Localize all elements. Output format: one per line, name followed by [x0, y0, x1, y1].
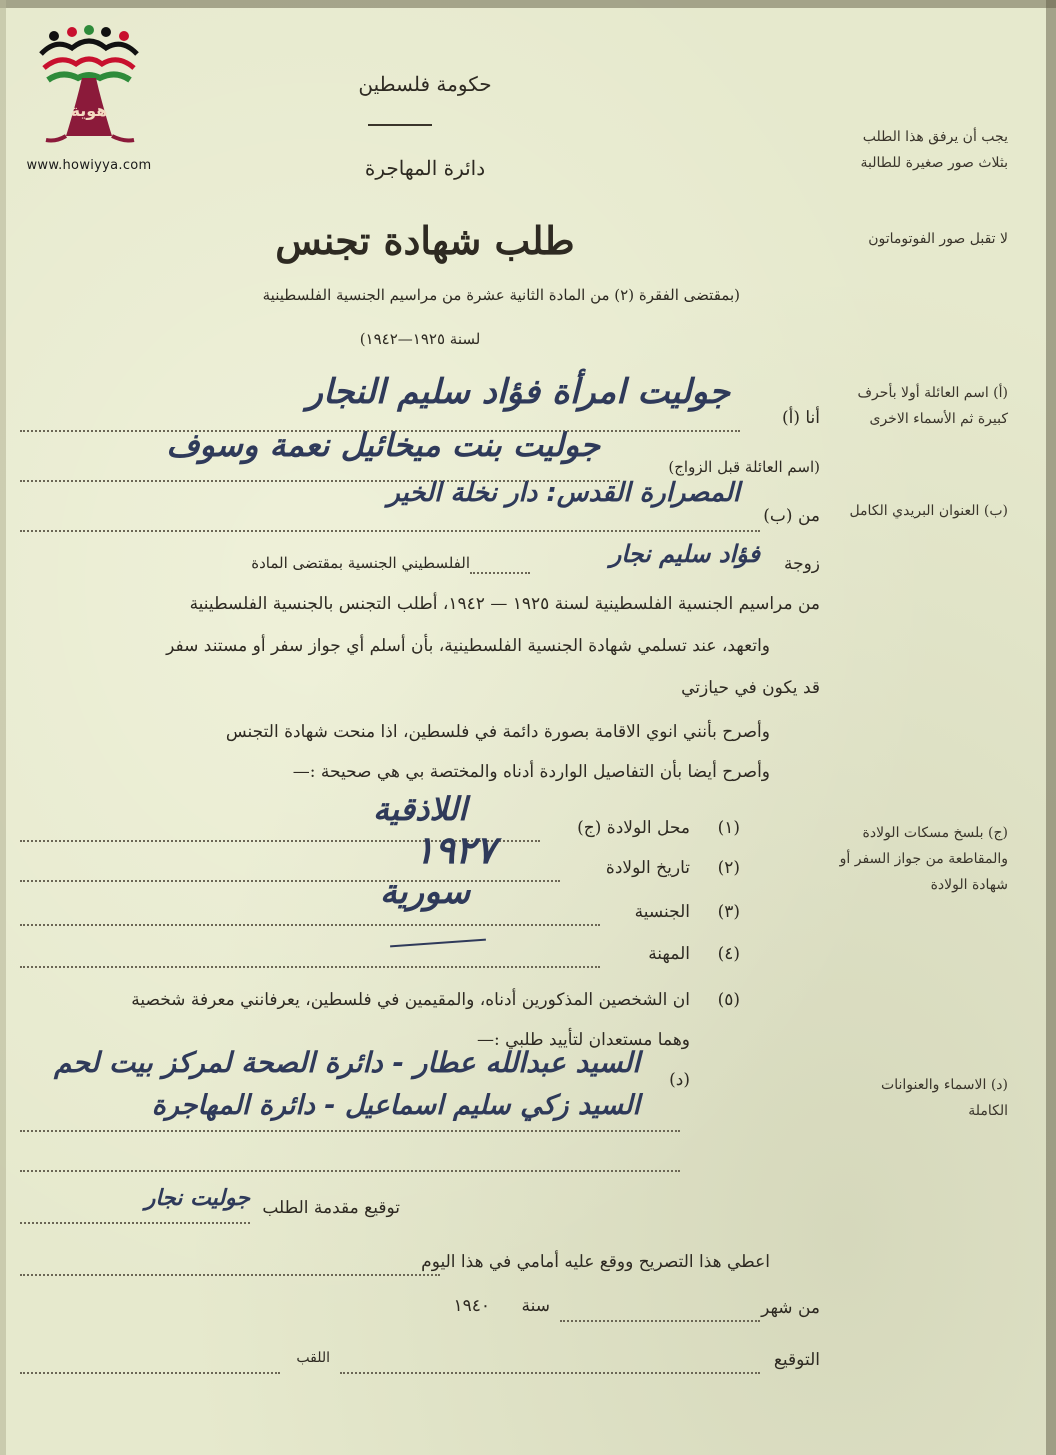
howiyya-logo [36, 24, 142, 154]
maiden-name-label: (اسم العائلة قبل الزواج) [668, 458, 820, 476]
year-value: ١٩٤٠ [453, 1296, 490, 1316]
month-field [560, 1320, 760, 1322]
note-b: (ب) العنوان البريدي الكامل [849, 503, 1008, 519]
signature-label: التوقيع [773, 1350, 820, 1370]
title-label: اللقب [296, 1350, 330, 1366]
paragraph-4: وأصرح بأنني انوي الاقامة بصورة دائمة في فلسطين، اذا منحت شهادة التجنس [225, 722, 770, 742]
wife-field-dots [470, 572, 530, 574]
note-d: (د) الاسماء والعنوانات الكاملة [881, 1077, 1008, 1119]
from-label: من (ب) [763, 506, 820, 526]
declaration-text: اعطي هذا التصريح ووقع عليه أمامي في هذا اليوم [421, 1252, 770, 1272]
signature-field [340, 1372, 760, 1374]
applicant-signature-field [20, 1222, 250, 1224]
address-value: المصرارة القدس: دار نخلة الخير [387, 478, 740, 508]
item-5-number: (٥) [717, 990, 740, 1010]
year-label: سنة [521, 1296, 550, 1316]
department-heading: دائرة المهاجرة [364, 156, 486, 180]
paragraph-5: وأصرح أيضا بأن التفاصيل الواردة أدناه والمختصة بي هي صحيحة :— [292, 762, 770, 782]
occupation-dash [390, 939, 486, 948]
note-photos: يجب أن يرفق هذا الطلب بثلاث صور صغيرة للطالبة [860, 129, 1008, 171]
husband-name-value: فؤاد سليم نجار [609, 540, 760, 568]
form-subtitle-line2: لسنة ١٩٢٥—١٩٤٢) [359, 330, 481, 348]
paragraph-2: واتعهد، عند تسلمي شهادة الجنسية الفلسطينية، بأن أسلم أي جواز سفر أو مستند سفر [166, 636, 770, 656]
note-no-photomaton: لا تقبل صور الفوتوماتون [868, 231, 1008, 247]
birthplace-value: اللاذقية [372, 790, 468, 828]
maiden-name-value: جوليت بنت ميخائيل نعمة وسوف [166, 426, 600, 464]
line-a-label: أنا (أ) [781, 408, 820, 428]
item-2-label: تاريخ الولادة [605, 858, 690, 878]
item-4-number: (٤) [717, 944, 740, 964]
title-field [20, 1372, 280, 1374]
tree-logo-icon [36, 24, 142, 154]
form-title: طلب شهادة تجنس [275, 218, 575, 263]
month-label: من شهر [761, 1298, 820, 1318]
item-5-line2: وهما مستعدان لتأييد طلبي :— [477, 1030, 690, 1050]
scan-edge-left [0, 0, 6, 1455]
item-3-field [20, 924, 600, 926]
applicant-name-value: جوليت امرأة فؤاد سليم النجار [306, 372, 730, 412]
referee-1-value: السيد عبدالله عطار - دائرة الصحة لمركز بيت لحم [54, 1046, 640, 1079]
header-divider [368, 124, 432, 126]
item-3-label: الجنسية [634, 902, 690, 922]
item-5-d-label: (د) [669, 1070, 690, 1090]
declaration-field [20, 1274, 440, 1276]
form-subtitle-line1: (بمقتضى الفقرة (٢) من المادة الثانية عشرة من مراسيم الجنسية الفلسطينية [262, 286, 740, 304]
referee-field-2 [20, 1130, 680, 1132]
note-a: (أ) اسم العائلة أولا بأحرف كبيرة ثم الأسماء الاخرى [857, 385, 1008, 427]
birthdate-value: ١٩٢٧ [414, 828, 496, 872]
scan-edge-right [1046, 0, 1056, 1455]
referee-2-value: السيد زكي سليم اسماعيل - دائرة المهاجرة [151, 1090, 640, 1121]
item-5-line1: ان الشخصين المذكورين أدناه، والمقيمين في فلسطين، يعرفانني معرفة شخصية [131, 990, 690, 1010]
from-field [20, 530, 760, 532]
item-4-field [20, 966, 600, 968]
scan-edge-top [0, 0, 1056, 8]
paragraph-3: قد يكون في حيازتي [681, 678, 820, 698]
item-1-number: (١) [717, 818, 740, 838]
referee-field-3 [20, 1170, 680, 1172]
applicant-signature-label: توقيع مقدمة الطلب [262, 1198, 400, 1218]
note-c: (ج) بلسخ مسكات الولادة والمقاطعة من جواز السفر أو شهادة الولادة [839, 825, 1008, 893]
logo-url: www.howiyya.com [26, 158, 152, 173]
item-2-number: (٢) [717, 858, 740, 878]
applicant-signature-value: جوليت نجار [144, 1186, 250, 1211]
item-3-number: (٣) [717, 902, 740, 922]
item-1-label: محل الولادة (ج) [577, 818, 690, 838]
logo-wordmark: هوية [70, 101, 108, 120]
paragraph-1: من مراسيم الجنسية الفلسطينية لسنة ١٩٢٥ — ١٩٤٢، أطلب التجنس بالجنسية الفلسطينية [189, 594, 820, 614]
wife-tail-text: الفلسطيني الجنسية بمقتضى المادة [251, 554, 470, 572]
wife-label: زوجة [783, 554, 820, 574]
government-heading: حكومة فلسطين [358, 72, 492, 96]
nationality-value: سورية [379, 872, 471, 912]
item-4-label: المهنة [648, 944, 690, 964]
